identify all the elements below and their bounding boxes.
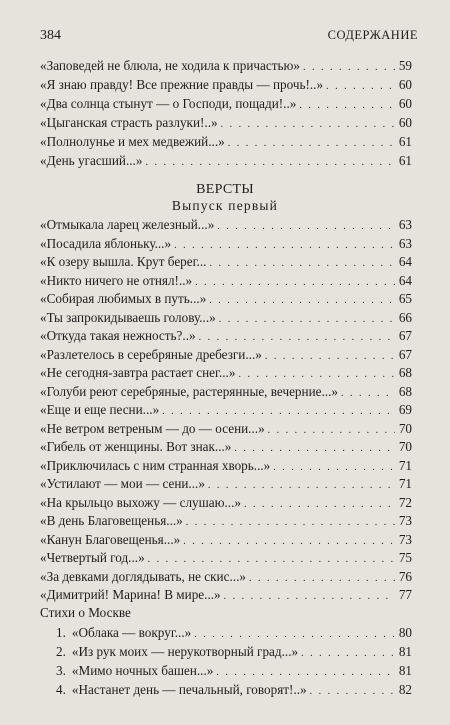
toc-entry: «Не сегодня-завтра растает снег...» . . . 68	[40, 364, 412, 382]
leader-dots	[249, 570, 395, 588]
leader-dots	[219, 311, 395, 329]
entry-page: 64	[398, 272, 412, 288]
entry-page: 70	[398, 439, 412, 454]
toc-entry: «Я знаю правду! Все прежние правды — прочь!..» . . . 60	[40, 76, 412, 94]
toc-entry: «Ты запрокидываешь голову...» . . . 66	[40, 309, 412, 327]
entry-page: 68	[398, 383, 412, 399]
leader-dots	[216, 664, 395, 682]
toc-entry: «Приключилась с ним странная хворь...» . . . 71	[40, 457, 412, 475]
entry-page: 71	[398, 476, 412, 491]
entry-page: 61	[398, 134, 412, 149]
toc-entry: «Отмыкала ларец железный...» . . . 63	[40, 216, 412, 234]
toc-entry: «Канун Благовещенья...» . . . 73	[40, 531, 412, 549]
entry-page: 81	[398, 644, 412, 659]
toc-entry: «Еще и еще песни...» . . . 69	[40, 401, 412, 419]
toc-entry: 1. «Облака — вокруг...» . . . 80	[56, 624, 412, 642]
toc-entry: 2. «Из рук моих — нерукотворный град...» . . . 81	[56, 643, 412, 661]
toc-entry: «Гибель от женщины. Вот знак...» . . . 70	[40, 438, 412, 456]
section-title: ВЕРСТЫ	[196, 182, 254, 197]
leader-dots	[234, 440, 395, 458]
leader-dots	[310, 683, 395, 701]
entry-page: 80	[398, 625, 412, 640]
leader-dots	[217, 218, 395, 236]
leader-dots	[228, 135, 395, 153]
toc-entry: «Заповедей не блюла, не ходила к причастью» . . . 59	[40, 57, 412, 75]
toc-entry: 4. «Настанет день — печальный, говорят!..» . . . 82	[56, 681, 412, 699]
entry-page: 59	[398, 58, 412, 73]
toc-entry: «Полнолунье и мех медвежий...» . . . 61	[40, 133, 412, 151]
leader-dots	[208, 477, 395, 495]
leader-dots	[183, 533, 395, 551]
leader-dots	[162, 403, 395, 421]
leader-dots	[265, 348, 395, 366]
leader-dots	[299, 97, 395, 115]
running-title: СОДЕРЖАНИЕ	[327, 28, 418, 42]
leader-dots	[148, 551, 395, 569]
leader-dots	[303, 59, 395, 77]
leader-dots	[194, 626, 395, 644]
entry-page: 73	[398, 531, 412, 547]
toc-entry: «В день Благовещенья...» . . . 73	[40, 512, 412, 530]
entry-page: 60	[398, 77, 412, 92]
entry-page: 77	[398, 587, 412, 602]
toc-entry: 3. «Мимо ночных башен...» . . . 81	[56, 662, 412, 680]
leader-dots	[195, 274, 395, 292]
entry-page: 68	[398, 365, 412, 380]
toc-entry: «Четвертый год...» . . . 75	[40, 549, 412, 567]
toc-entry: «К озеру вышла. Крут берег... . . . 64	[40, 253, 412, 271]
leader-dots	[174, 237, 395, 255]
entry-page: 75	[398, 550, 412, 565]
entry-page: 60	[398, 115, 412, 130]
toc-entry: «Никто ничего не отнял!..» . . . 64	[40, 272, 412, 290]
leader-dots	[199, 329, 395, 347]
toc-entry: «Цыганская страсть разлуки!..» . . . 60	[40, 114, 412, 132]
toc-entry: «На крыльцо выхожу — слушаю...» . . . 72	[40, 494, 412, 512]
entry-page: 63	[398, 235, 412, 251]
toc-entry: «Димитрий! Марина! В мире...» . . . 77	[40, 586, 412, 604]
entry-page: 82	[398, 682, 412, 697]
toc-entry: «Два солнца стынут — о Господи, пощади!..» . . . 60	[40, 95, 412, 113]
leader-dots	[238, 366, 395, 384]
entry-page: 69	[398, 402, 412, 417]
leader-dots	[209, 292, 395, 310]
leader-dots	[326, 78, 395, 96]
entry-page: 61	[398, 153, 412, 168]
leader-dots	[268, 422, 395, 440]
entry-page: 71	[398, 457, 412, 473]
entry-page: 73	[398, 513, 412, 528]
entry-page: 66	[398, 309, 412, 325]
leader-dots	[186, 514, 395, 532]
entry-page: 64	[398, 254, 412, 269]
toc-entry: «Устилают — мои — сени...» . . . 71	[40, 475, 412, 493]
toc-entry: «Не ветром ветреным — до — осени...» . . . 70	[40, 420, 412, 438]
leader-dots	[341, 385, 395, 403]
leader-dots	[301, 645, 395, 663]
page-header	[40, 28, 418, 44]
leader-dots	[209, 255, 395, 273]
entry-page: 72	[398, 494, 412, 510]
toc-entry: «Голуби реют серебряные, растерянные, вечерние...» . . . 68	[40, 383, 412, 401]
leader-dots	[273, 459, 395, 477]
page-number: 384	[40, 28, 61, 43]
entry-page: 81	[398, 663, 412, 678]
entry-page: 60	[398, 96, 412, 111]
leader-dots	[221, 116, 395, 134]
toc-entry: «Собирая любимых в путь...» . . . 65	[40, 290, 412, 308]
toc-entry: «Откуда такая нежность?..» . . . 67	[40, 327, 412, 345]
group-title: Стихи о Москве	[40, 605, 131, 620]
entry-page: 70	[398, 420, 412, 436]
section-subtitle: Выпуск первый	[171, 198, 279, 213]
entry-page: 67	[398, 328, 412, 343]
toc-entry: «Посадила яблоньку...» . . . 63	[40, 235, 412, 253]
leader-dots	[145, 154, 395, 172]
entry-page: 67	[398, 346, 412, 362]
leader-dots	[244, 496, 395, 514]
toc-entry: «Разлетелось в серебряные дребезги...» . . . 67	[40, 346, 412, 364]
entry-page: 65	[398, 291, 412, 306]
entry-page: 76	[398, 568, 412, 584]
entry-page: 63	[398, 217, 412, 232]
toc-entry: «За девками доглядывать, не скис...» . . . 76	[40, 568, 412, 586]
toc-entry: «День угасший...» . . . 61	[40, 152, 412, 170]
leader-dots	[224, 588, 395, 606]
